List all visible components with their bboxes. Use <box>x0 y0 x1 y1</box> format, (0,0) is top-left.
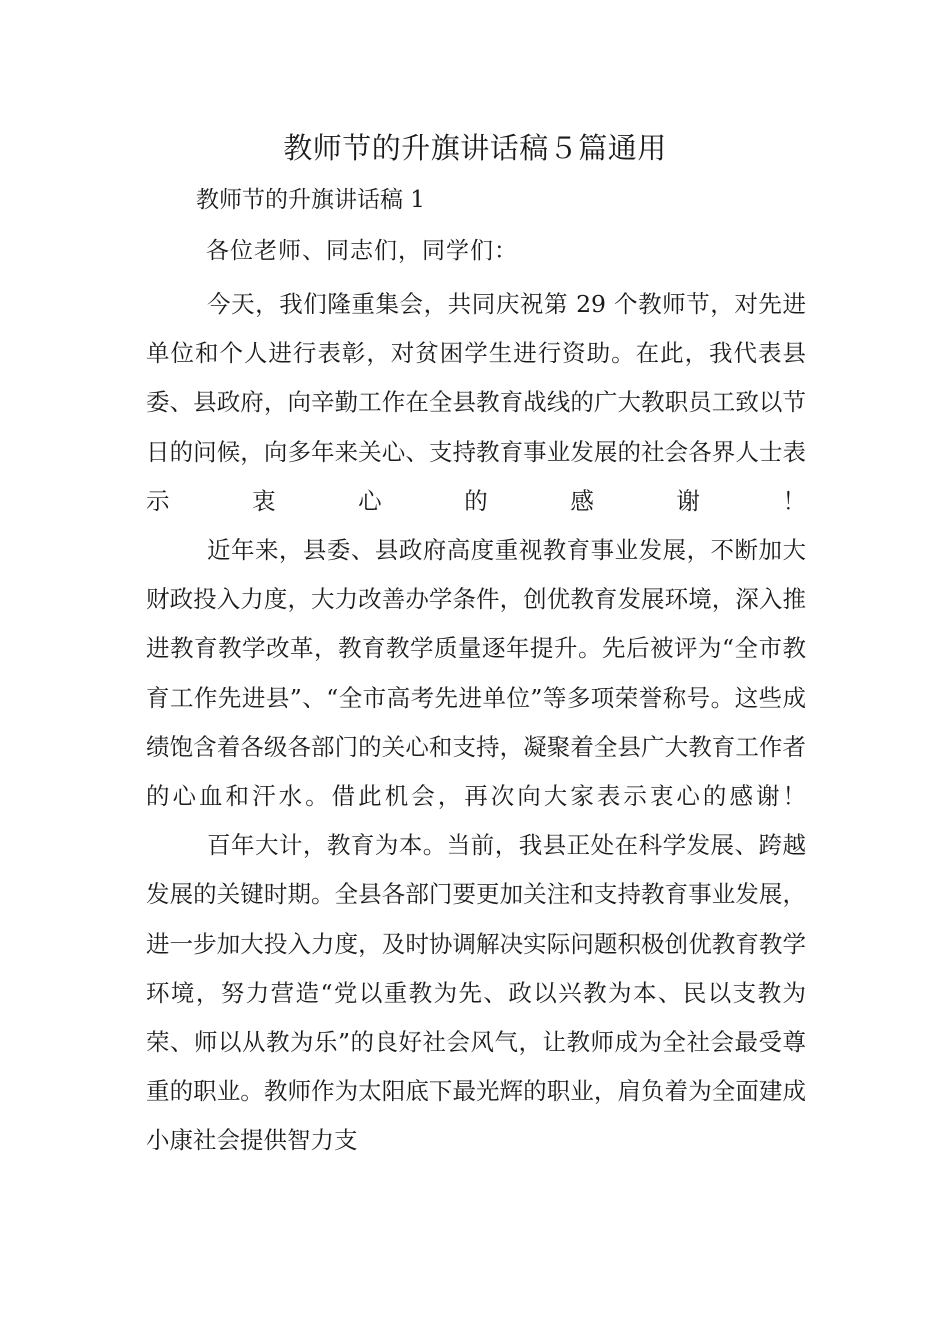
text-line: 位”等多项荣誉称号。这些成绩饱含着各级各部门的关心 <box>146 683 807 761</box>
text-line: 代表县委、县政府，向辛勤工作在全县教育战线的广大教 <box>146 339 807 417</box>
paragraph <box>146 821 806 1165</box>
text-line: 百年大计，教育为本。当前，我县正处在科学发展、 <box>207 831 759 860</box>
text-line: 近年来，县委、县政府高度重视教育事业发展，不断 <box>207 536 759 565</box>
text-line: 今天，我们隆重集会，共同庆祝第 29 个教师节，对先 <box>207 290 783 318</box>
body-text <box>146 280 806 1166</box>
text-line: 进单位和个人进行表彰，对贫困学生进行资助。在此，我 <box>146 290 806 368</box>
document-title: 教师节的升旗讲话稿５篇通用 <box>283 131 667 165</box>
text-line: 境，深入推进教育教学改革，教育教学质量逐年提升。先 <box>146 585 806 663</box>
section-heading: 教师节的升旗讲话稿 1 <box>196 187 425 213</box>
text-line: 兴教为本、民以支教为荣、师以从教为乐”的良好社会风 <box>146 978 807 1057</box>
text-line: 下最光辉的职业，肩负着为全面建成小康社会提供智力支 <box>146 1077 807 1155</box>
text-line: 展的社会各界人士表示衷心的感谢！ <box>146 437 807 515</box>
text-line: 机会，再次向大家表示衷心的感谢！ <box>384 782 806 811</box>
paragraph <box>146 526 806 821</box>
text-line: 和支持，凝聚着全县广大教育工作者的心血和汗水。借此 <box>146 732 807 811</box>
text-line: 气，让教师成为全社会最受尊重的职业。教师作为太阳底 <box>146 1028 807 1106</box>
text-line: 职员工致以节日的问候，向多年来关心、支持教育事业发 <box>146 388 807 466</box>
salutation: 各位老师、同志们，同学们： <box>206 238 518 264</box>
text-line: 加大财政投入力度，大力改善办学条件，创优教育发展环 <box>146 536 807 614</box>
paragraph <box>146 280 806 526</box>
text-line: 跨越发展的关键时期。全县各部门要更加关注和支持教育 <box>146 831 807 909</box>
text-line: 后被评为“全市教育工作先进县”、“全市高考先进单 <box>146 634 807 712</box>
text-line: 事业发展，进一步加大投入力度，及时协调解决实际问题 <box>146 880 806 958</box>
text-line: 积极创优教育教学环境，努力营造“党以重教为先、政以 <box>146 929 807 1007</box>
